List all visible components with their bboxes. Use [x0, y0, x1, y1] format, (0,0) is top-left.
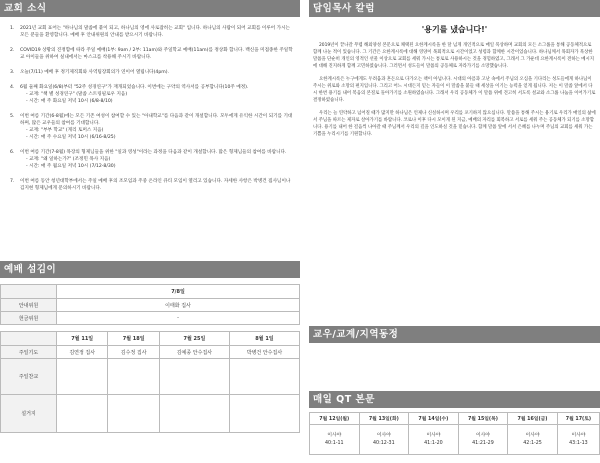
daily-qt-section: [309, 391, 600, 455]
church-news-body: [20, 178, 294, 192]
qt-date: 7월 17(토): [557, 413, 599, 425]
qt-book: 이사야: [376, 432, 391, 438]
qt-verse: 41:21-29: [472, 440, 494, 446]
duty-usher-value: 이태화 집사: [57, 299, 300, 312]
pastor-column-paragraph: 요한계시록은 누구에게도 두려움과 혼돈으로 다가오는 책이 아닙니다. 시대의 아픔과 고난 속에서 주님의 오심을 기다리는 성도들에게 하나님이 주시는 위로와 소망의 편지입니다. 그리고 어느 시대든지 믿는 자들이 이 말씀을 붙들 때 세상을 이기는 능력을 얻게 됩니다. 저는 이 말씀 앞에서 다시 한번 용기를 내어 복음의 본질로 돌아가기를 소원하였습니다. 그래서 우리 공동체가 이 말씀 위에 견고히 서도록 설교와 소그룹 나눔을 이어가기로 결정하였습니다.: [313, 77, 596, 103]
duty-cell: 박병건 안수집사: [229, 346, 299, 359]
qt-passage: [508, 425, 558, 455]
duty-date-header: 7월 25일: [159, 332, 229, 346]
pastor-column-paragraph: 2019년이 끝나갈 무렵 해외양성 본문으로 채택된 요한계시록을 한 달 넘게 개인적으로 매일 묵상하며 교회의 모든 소그룹을 통해 공동체적으로 함께 나눈 적이 있습니다. 그 기간은 요한계시록에 대해 영양이 목회적으로 시간이었고 성령과 함께한 시간이었습니다. 하나님께서 목회자가 묵상한 말씀을 단순히 개인의 영적인 선물 이상으로 교회를 세워 가시는 통로로 사용하시는 것을 경험하였고, 그래서 그 가운데 요한계시록이 전하는 메시지에 대해 진지하게 함께 고민하였습니다. 그러면서 성도들이 말씀의 공동체로 자라가기를 소망했습니다.: [313, 43, 595, 69]
right-column: [309, 0, 600, 463]
qt-date: 7월 14일(수): [409, 413, 459, 425]
duty-top-date: 7/8일: [57, 285, 300, 299]
church-news-text: 이번 여름 동안 청년대학부에서는 주일 예배 후의 조모임과 주중 온라인 큐티 모임이 열리고 있습니다. 자세한 사항은 박병건 집사님이나 김지현 형제님에게 문의하시기 바랍니다.: [20, 179, 291, 191]
daily-qt-header: 매일 QT 본문: [309, 391, 600, 408]
church-news-list: [0, 17, 300, 192]
church-news-item: [6, 149, 294, 170]
qt-book: 이사야: [426, 432, 441, 438]
church-news-detail: - 교재: "부부 학교" (게리 토머스 지음): [26, 128, 104, 133]
church-news-text: 6월 둘째 화요일(6/8)부터 "52주 성경연구"가 재개되었습니다. 이번에는 구약의 역사서를 공부합니다(10주 예정).: [20, 85, 249, 90]
qt-book: 이사야: [476, 432, 490, 438]
church-news-text: COVID19 상황의 진정함에 따라 주일 예배(1부: 9am / 2부: 11am)와 주일학교 예배(11am)를 정상화 합니다. 백신을 미접종한 주일학교 아이들을 위하여 실내에서는 마스크를 착용해 주시기 바랍니다.: [20, 48, 293, 60]
church-news-item: [6, 47, 294, 61]
duty-date-header: 7월 11일: [57, 332, 108, 346]
duty-corner-cell: [1, 285, 57, 299]
duty-corner-cell: [1, 332, 57, 346]
qt-book: 이사야: [571, 432, 586, 438]
duty-cell: [57, 395, 108, 433]
qt-date: 7월 12일(월): [310, 413, 360, 425]
qt-passage: [458, 425, 508, 455]
church-news-text: 오늘(7/11) 예배 후 정기제직회와 사역팀장회의가 연이어 열립니다(4pm).: [20, 70, 169, 75]
church-news-item: [6, 113, 294, 141]
church-news-detail: - 교재: "책 별 성경연구" (말씀 스트링필로우 지음): [26, 92, 128, 97]
church-news-number: 2.: [10, 48, 15, 53]
qt-passage: [557, 425, 599, 455]
qt-book: 이사야: [327, 432, 342, 438]
church-news-item: [6, 178, 294, 192]
duty-cell: [57, 359, 108, 395]
duty-row-label: 주일기도: [1, 346, 57, 359]
duty-row-label: 설거지: [1, 395, 57, 433]
church-news-detail: - 시간: 매 주 수요일 저녁 10시 (6/16-8/25): [26, 135, 116, 140]
pastor-column-header: 담임목사 칼럼: [309, 0, 600, 17]
church-news-detail: - 시간: 매 주 월요일 저녁 10시 (7/12-8/30): [26, 164, 116, 169]
qt-book: 이사야: [525, 432, 540, 438]
worship-duty-section: [0, 261, 300, 433]
duty-offering-value: -: [57, 312, 300, 325]
church-news-number: 1.: [10, 26, 15, 31]
church-news-item: [6, 69, 294, 76]
church-news-body: [20, 47, 294, 61]
pastor-column-paragraph: 우리는 늘 연약하고 넘어질 때가 많지만 하나님은 언제나 신실하시며 우리를 포기하지 않으십니다. 말씀을 통해 주시는 용기로 우리가 매일의 삶에서 주님을 따르는 제자로 살아가기를 바랍니다. 코로나 이후 다시 모이게 된 지금, 예배의 자리를 회복하고 서로를 세워 주는 공동체가 되기를 소망합니다. 용기를 내어 한 걸음씩 나아갈 때 주님께서 우리의 길을 인도하실 것을 믿습니다. 함께 말씀 앞에 서서 은혜를 나누며 주님의 교회를 세워 가는 기쁨을 누리시기를 기원합니다.: [313, 111, 596, 137]
duty-cell: [108, 359, 159, 395]
duty-row-label: 안내위원: [1, 299, 57, 312]
duty-cell: 김예종 안수집사: [159, 346, 229, 359]
church-news-text: 이번 여름 기간(7-8월) 목장의 형제님들을 위한 "일과 영성"이라는 과정을 다음과 같이 개설합니다. 많은 형제님들의 참여를 바랍니다.: [20, 150, 287, 155]
qt-date: 7월 13일(화): [359, 413, 409, 425]
qt-date: 7월 16일(금): [508, 413, 558, 425]
duty-cell: [108, 395, 159, 433]
church-news-body: [20, 25, 294, 39]
daily-qt-table: [309, 412, 600, 455]
duty-cell: 김연정 집사: [57, 346, 108, 359]
church-news-number: 7.: [10, 179, 15, 184]
duty-cell: [229, 359, 299, 395]
church-news-text: 이번 여름 기간(6-8월)에는 모든 기존 여성이 참여할 수 있는 "아내학교"를 다음과 같이 개설합니다. 모두에게 유익한 시간이 되기를 기대하며, 많은 교우들의 참여를 기대합니다.: [20, 114, 293, 126]
fellowship-news-body: [309, 343, 600, 390]
qt-verse: 41:1-20: [424, 440, 443, 446]
qt-passage: [359, 425, 409, 455]
fellowship-news-section: [309, 326, 600, 390]
worship-duty-table: [0, 284, 300, 433]
duty-date-header: 8월 1일: [229, 332, 299, 346]
fellowship-news-header: 교우/교계/지역동정: [309, 326, 600, 343]
church-news-detail: - 시간: 매 주 화요일 저녁 10시 (6/8-8/10): [26, 99, 113, 104]
duty-row-label: 주일찬교: [1, 359, 57, 395]
duty-cell: [229, 395, 299, 433]
pastor-column-section: [309, 0, 600, 144]
pastor-column-title: '용기를 냈습니다!': [421, 25, 488, 34]
qt-passage: [310, 425, 360, 455]
church-news-body: [20, 149, 294, 170]
church-news-section: [0, 0, 300, 200]
worship-duty-header: 예배 섬김이: [0, 261, 300, 278]
qt-date: 7월 15일(목): [458, 413, 508, 425]
duty-row-label: 헌금위원: [1, 312, 57, 325]
church-news-body: [20, 113, 294, 141]
church-news-text: 2021년 교회 표어는 "하나님의 말씀에 붙이 되고, 하나님의 영에 사로잡히는 교회" 입니다. 하나님의 사람이 되어 교회를 이루어 가시는 모든 분들을 환영합니다. 예배 후 안내위원의 안내를 받으시기 바랍니다.: [20, 26, 290, 38]
church-news-number: 5.: [10, 114, 15, 119]
church-news-number: 4.: [10, 85, 15, 90]
duty-date-header: 7월 18일: [108, 332, 159, 346]
church-news-body: [20, 69, 294, 76]
church-news-header: 교회 소식: [0, 0, 300, 17]
church-news-item: [6, 84, 294, 105]
church-news-detail: - 교재: "왜 일하는가?" (조정민 목사 지음): [26, 157, 111, 162]
qt-verse: 40:12-31: [373, 440, 395, 446]
duty-cell: 김수정 집사: [108, 346, 159, 359]
qt-verse: 42:1-25: [523, 440, 542, 446]
church-news-number: 6.: [10, 150, 15, 155]
church-news-item: [6, 25, 294, 39]
church-news-body: [20, 84, 294, 105]
church-news-number: 3.: [10, 70, 15, 75]
qt-passage: [409, 425, 459, 455]
duty-spacer: [1, 325, 300, 332]
qt-verse: 43:1-13: [569, 440, 588, 446]
duty-cell: [159, 359, 229, 395]
qt-verse: 40:1-11: [324, 440, 344, 446]
duty-cell: [159, 395, 229, 433]
